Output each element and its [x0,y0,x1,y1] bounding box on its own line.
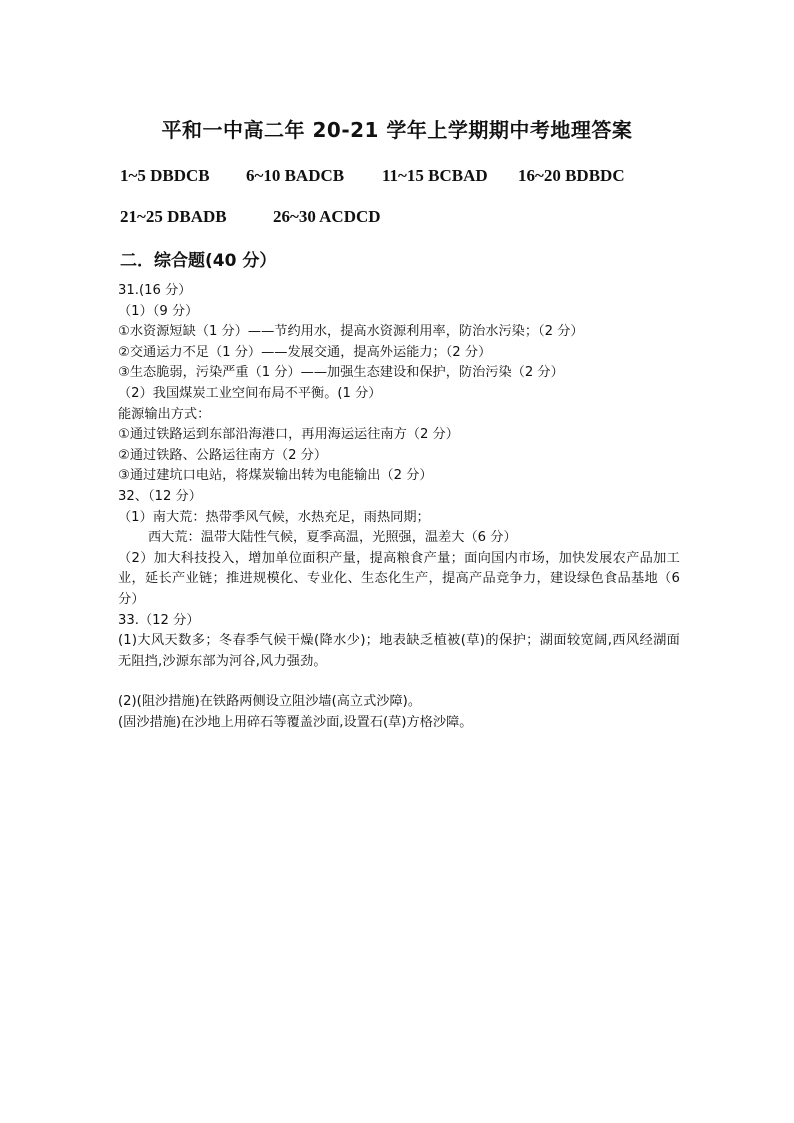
choice-answers-row-2 [120,207,381,227]
answer-body [118,281,680,733]
q31-output-1: ①通过铁路运到东部沿海港口，再用海运运往南方（2 分） [118,427,459,443]
q31-item1: ①水资源短缺（1 分）——节约用水，提高水资源利用率，防治水污染；（2 分） [118,324,584,340]
q32-header: 32、（12 分） [118,488,202,504]
q31-output-header: 能源输出方式： [118,406,211,422]
choice-answer-11-15: 11~15 BCBAD [382,166,488,185]
choice-answer-26-30: 26~30 ACDCD [273,207,381,226]
q33-part2-block: (2)(阻沙措施)在铁路两侧设立阻沙墙(高立式沙障)。 [118,694,422,710]
q31-output-3: ③通过建坑口电站，将煤炭输出转为电能输出（2 分） [118,468,433,484]
q32-part1-south: （1）南大荒：热带季风气候，水热充足，雨热同期； [118,509,430,525]
q31-part1-header: （1）（9 分） [118,303,199,319]
paragraph-gap [118,672,680,692]
choice-answer-16-20: 16~20 BDBDC [518,166,625,185]
q33-part2-fix: (固沙措施)在沙地上用碎石等覆盖沙面,设置石(草)方格沙障。 [118,714,473,730]
choice-answer-1-5: 1~5 DBDCB [120,166,210,185]
q31-header: 31.(16 分） [118,283,192,298]
q33-part1: (1)大风天数多；冬春季气候干燥(降水少)；地表缺乏植被(草)的保护；湖面较宽阔,西风经湖面无阻挡,沙源东部为河谷,风力强劲。 [118,633,680,669]
q32-part1-west: 西大荒：温带大陆性气候，夏季高温，光照强，温差大（6 分） [148,530,517,546]
q33-header: 33.（12 分） [118,612,200,628]
q31-output-2: ②通过铁路、公路运往南方（2 分） [118,447,328,463]
choice-answers-row-1 [120,166,625,186]
choice-answer-21-25: 21~25 DBADB [120,207,227,226]
q31-item3: ③生态脆弱，污染严重（1 分）——加强生态建设和保护，防治污染（2 分） [118,365,564,381]
q32-part2: （2）加大科技投入，增加单位面积产量，提高粮食产量；面向国内市场，加快发展农产品加工业，延长产业链；推进规模化、专业化、生态化生产，提高产品竞争力，建设绿色食品基地（6 分） [118,550,680,607]
q31-item2: ②交通运力不足（1 分）——发展交通，提高外运能力；（2 分） [118,344,492,360]
section-heading: 二．综合题(40 分） [120,251,277,271]
choice-answer-6-10: 6~10 BADCB [246,166,345,185]
q31-part2: （2）我国煤炭工业空间布局不平衡。(1 分） [118,385,382,401]
page-title: 平和一中高二年 20-21 学年上学期期中考地理答案 [161,118,633,142]
